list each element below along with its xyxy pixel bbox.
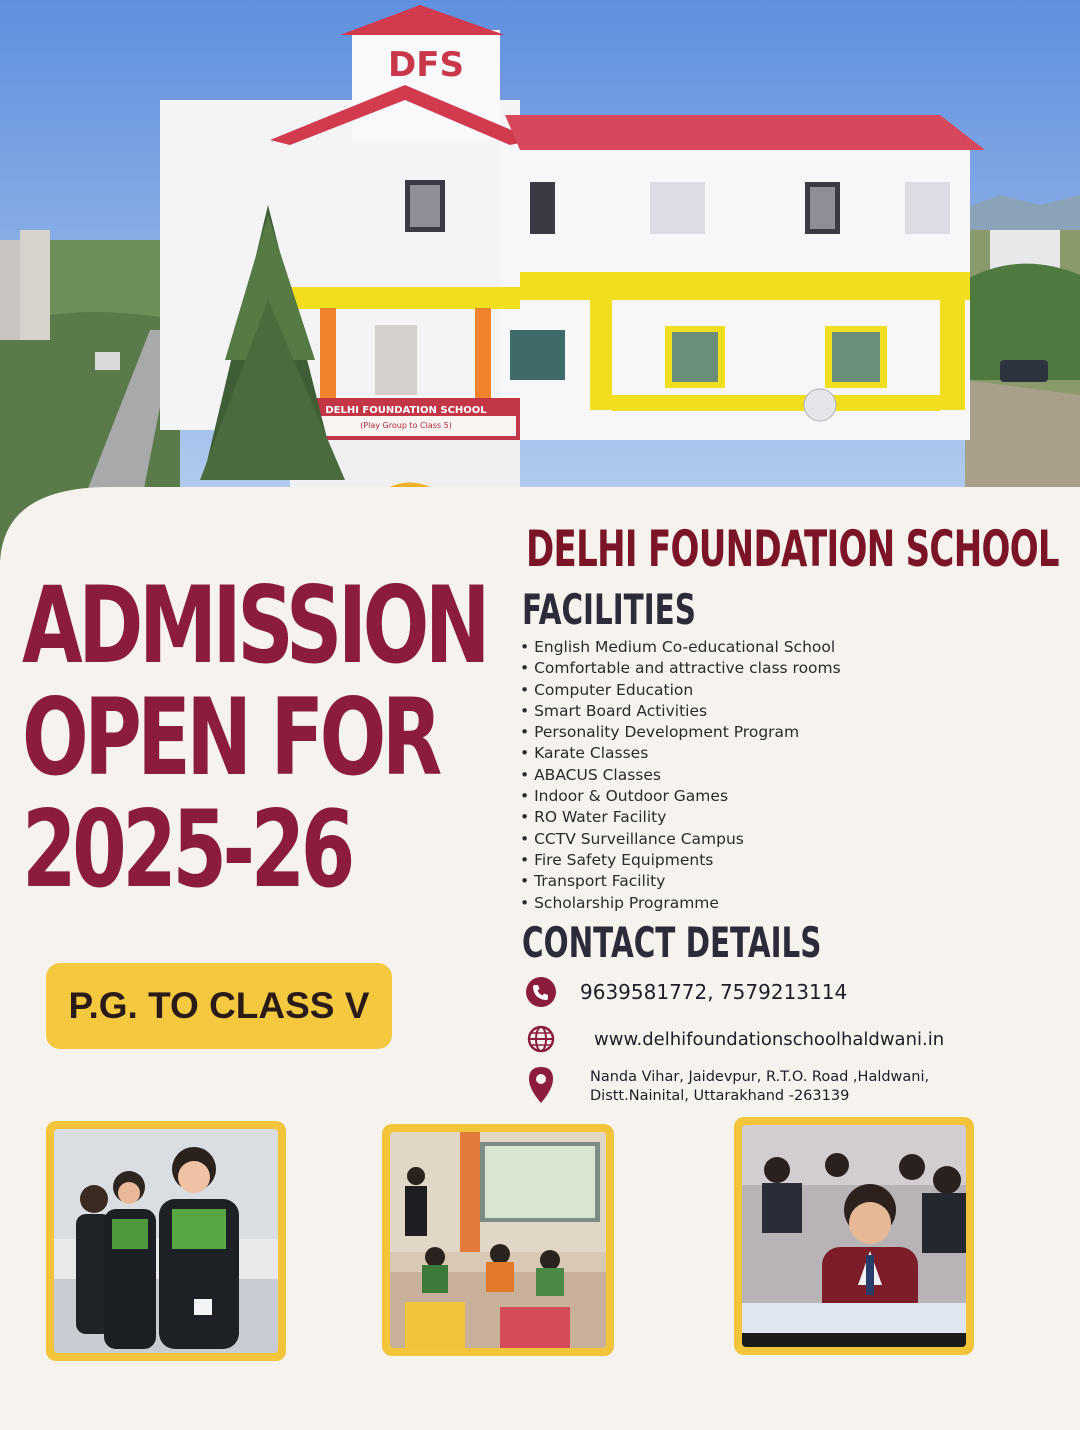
facility-item: • Indoor & Outdoor Games — [520, 786, 841, 807]
headline-line-3: 2025-26 — [22, 788, 351, 911]
students-photo — [46, 1121, 286, 1361]
signboard-title: DELHI FOUNDATION SCHOOL — [325, 405, 487, 416]
headline-line-1: ADMISSION — [22, 564, 487, 687]
address-line-2: Distt.Nainital, Uttarakhand -263139 — [590, 1088, 850, 1104]
address — [590, 1068, 929, 1106]
location-pin-icon — [524, 1068, 558, 1102]
facility-item: • ABACUS Classes — [520, 765, 841, 786]
headline-line-2: OPEN FOR — [22, 676, 438, 799]
facility-item: • CCTV Surveillance Campus — [520, 829, 841, 850]
class-range-text: P.G. TO CLASS V — [68, 985, 370, 1026]
facility-item: • Computer Education — [520, 680, 841, 701]
contact-phone-row — [524, 975, 847, 1009]
facilities-title: FACILITIES — [522, 585, 696, 634]
classroom-smartboard-photo — [382, 1124, 614, 1356]
school-building-photo — [0, 0, 1080, 560]
facility-item: • Fire Safety Equipments — [520, 850, 841, 871]
building-logo-text: DFS — [388, 45, 464, 85]
classroom-students-photo — [734, 1117, 974, 1355]
facility-item: • English Medium Co-educational School — [520, 637, 841, 658]
signboard-subtitle: (Play Group to Class 5) — [360, 421, 452, 430]
facility-item: • Comfortable and attractive class rooms — [520, 658, 841, 679]
school-name: DELHI FOUNDATION SCHOOL — [526, 520, 1059, 578]
phone-icon — [524, 975, 558, 1009]
facility-item: • Personality Development Program — [520, 722, 841, 743]
facility-item: • RO Water Facility — [520, 807, 841, 828]
admission-headline — [22, 564, 487, 911]
class-range-badge — [46, 963, 392, 1049]
facility-item: • Karate Classes — [520, 743, 841, 764]
contact-title: CONTACT DETAILS — [522, 918, 822, 967]
website-link[interactable]: www.delhifoundationschoolhaldwani.in — [594, 1028, 945, 1050]
contact-website-row — [524, 1022, 944, 1056]
facility-item: • Scholarship Programme — [520, 893, 841, 914]
globe-icon — [524, 1022, 558, 1056]
facilities-list — [520, 637, 841, 914]
facility-item: • Smart Board Activities — [520, 701, 841, 722]
phone-numbers[interactable]: 9639581772, 7579213114 — [580, 980, 848, 1004]
facility-item: • Transport Facility — [520, 871, 841, 892]
address-line-1: Nanda Vihar, Jaidevpur, R.T.O. Road ,Haldwani, — [590, 1069, 930, 1085]
contact-address-row — [524, 1068, 929, 1106]
